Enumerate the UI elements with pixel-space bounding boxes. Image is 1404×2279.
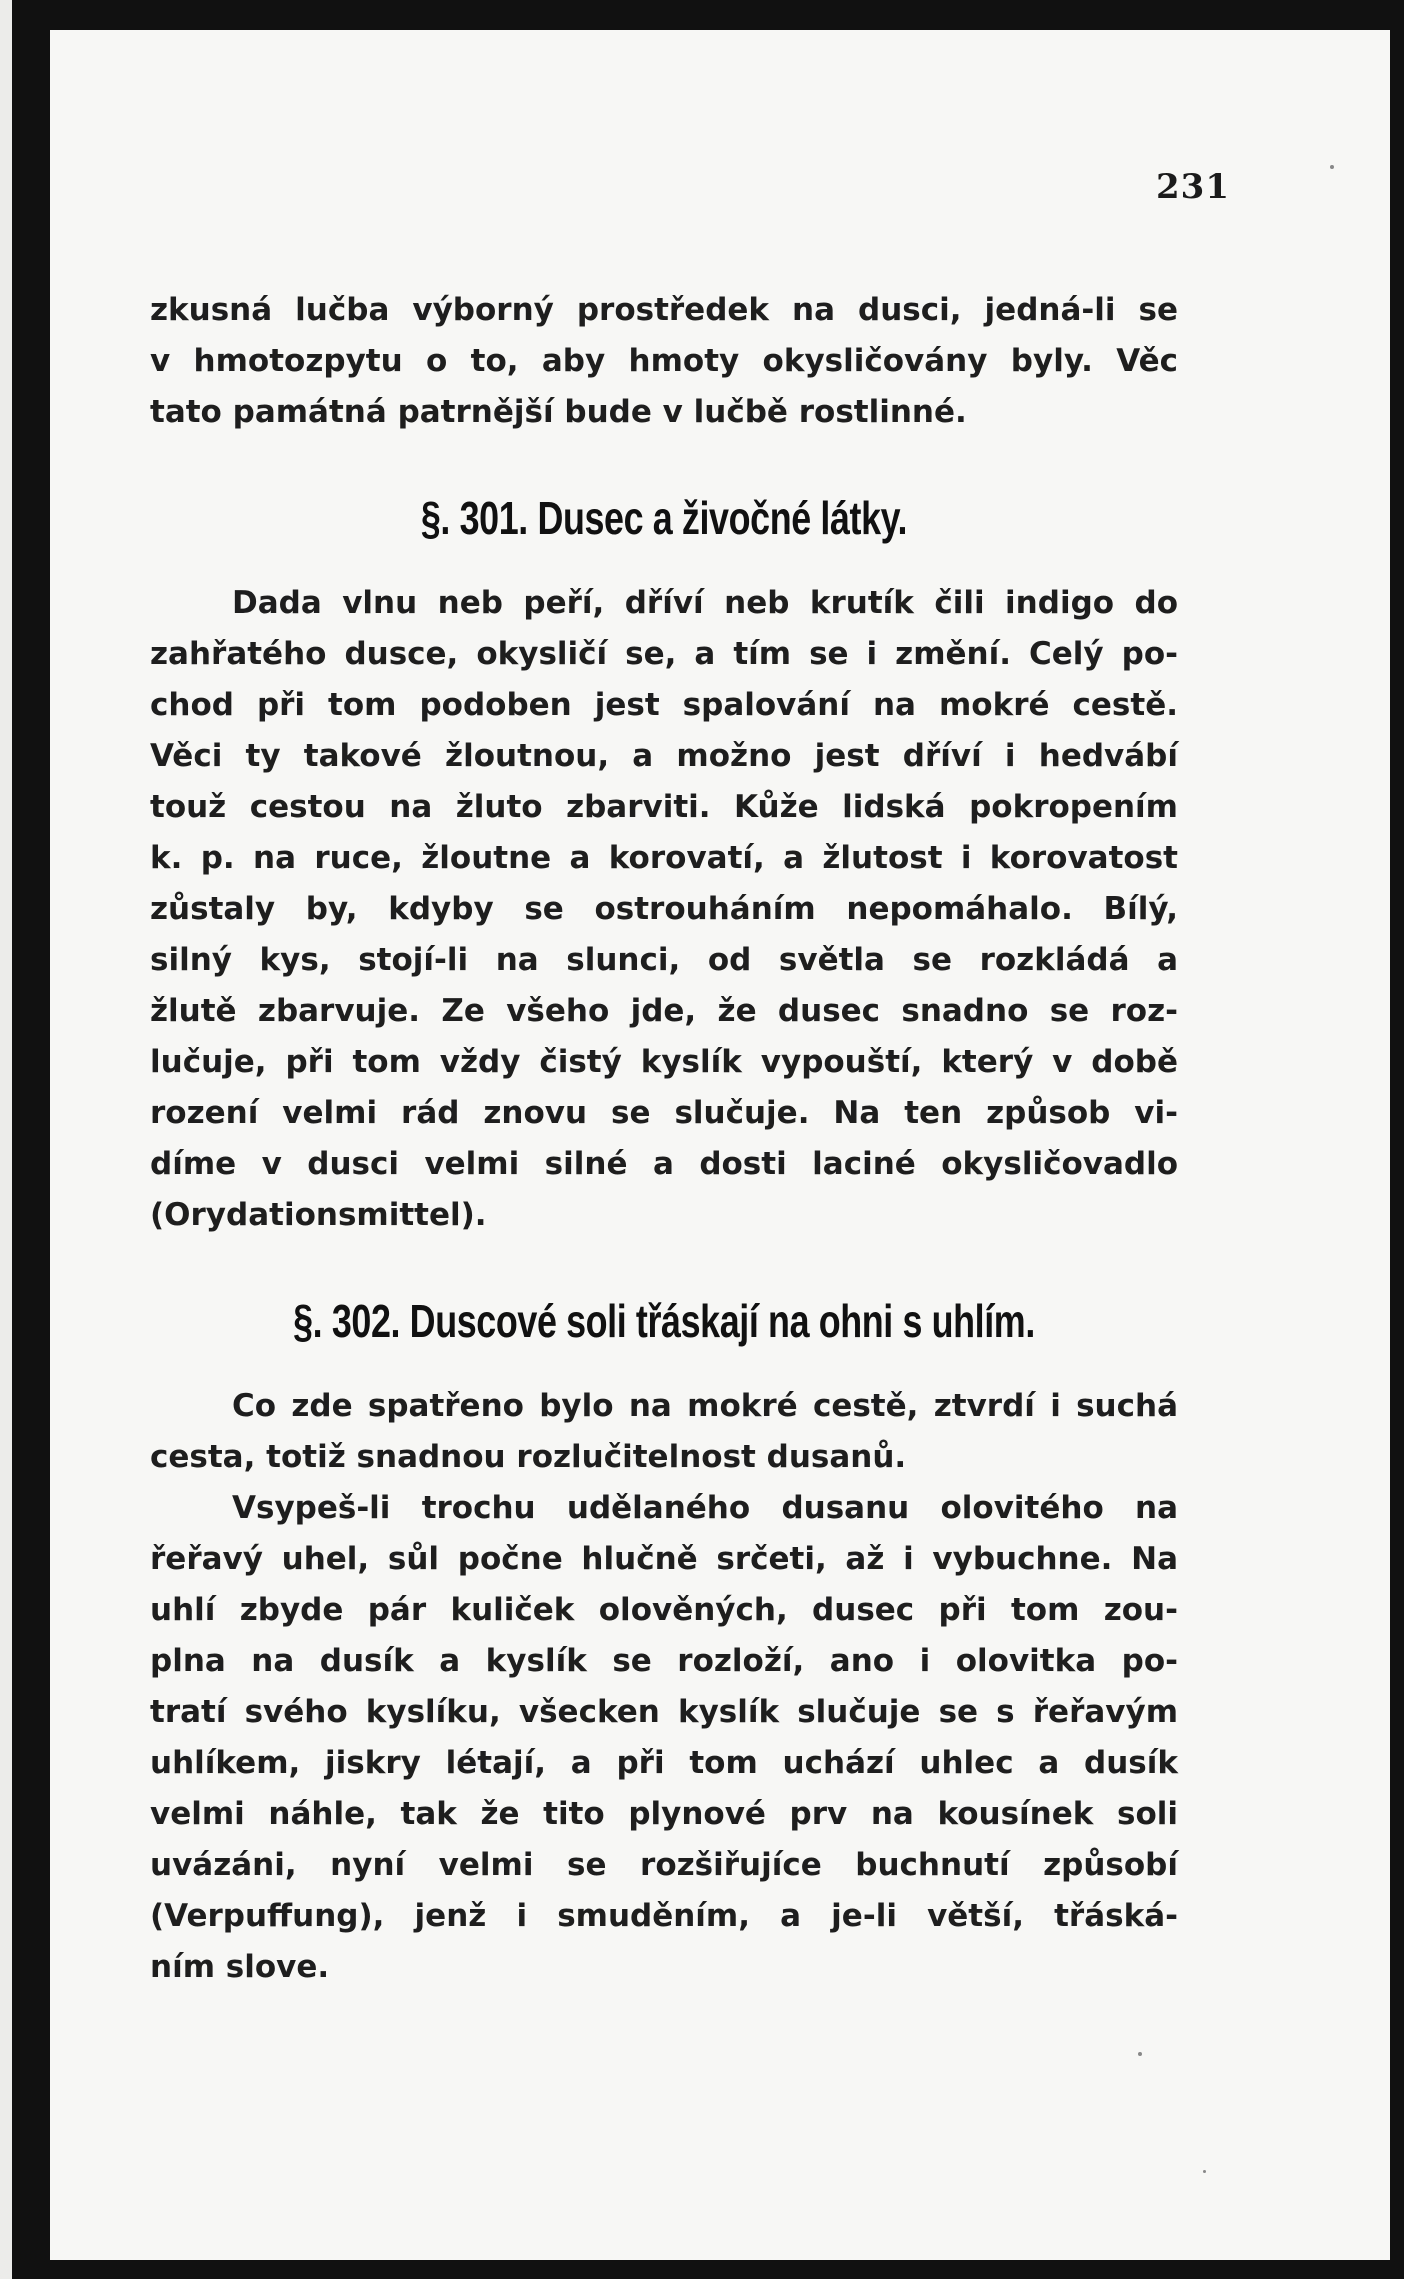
page-number: 231 <box>1156 167 1230 207</box>
text-line: ním slove. <box>150 1949 330 1985</box>
text-line: silný kys, stojí-li na slunci, od světla se rozkládá a <box>150 942 1178 978</box>
text-line: v hmotozpytu o to, aby hmoty okysličovány byly. Věc <box>150 343 1178 379</box>
text-line: uhlíkem, jiskry létají, a při tom uchází uhlec a dusík <box>150 1745 1178 1781</box>
section-302-paragraph-1 <box>150 1381 1178 1483</box>
text-line: Dada vlnu neb peří, dříví neb krutík čili indigo do <box>232 585 1178 621</box>
section-302-paragraph-2 <box>150 1483 1178 1993</box>
section-302-heading: §. 302. Duscové soli třáskají na ohni s uhlím. <box>293 1295 1035 1347</box>
page-edge <box>0 0 12 2279</box>
text-line: uvázáni, nyní velmi se rozšiřujíce buchnutí způsobí <box>150 1847 1178 1883</box>
section-301-heading: §. 301. Dusec a živočné látky. <box>420 492 908 544</box>
text-line: zkusná lučba výborný prostředek na dusci, jedná-li se <box>150 292 1178 328</box>
text-line: touž cestou na žluto zbarviti. Kůže lidská pokropením <box>150 789 1178 825</box>
section-301-paragraph <box>150 578 1178 1241</box>
text-line: plna na dusík a kyslík se rozloží, ano i olovitka po- <box>150 1643 1178 1679</box>
text-line: Věci ty takové žloutnou, a možno jest dříví i hedvábí <box>150 738 1178 774</box>
text-line: (Verpuffung), jenž i smuděním, a je-li větší, třáská- <box>150 1898 1178 1934</box>
text-line: tratí svého kyslíku, všecken kyslík slučuje se s řeřavým <box>150 1694 1178 1730</box>
text-line: uhlí zbyde pár kuliček olověných, dusec při tom zou- <box>150 1592 1178 1628</box>
scan-speck <box>1203 2170 1206 2173</box>
page-content <box>150 285 1178 1993</box>
text-line: řeřavý uhel, sůl počne hlučně srčeti, až i vybuchne. Na <box>150 1541 1178 1577</box>
text-line: rození velmi rád znovu se slučuje. Na ten způsob vi- <box>150 1095 1178 1131</box>
text-line: k. p. na ruce, žloutne a korovatí, a žlutost i korovatost <box>150 840 1178 876</box>
text-line: tato památná patrnější bude v lučbě rostlinné. <box>150 394 967 430</box>
scan-speck <box>1330 165 1334 169</box>
intro-paragraph <box>150 285 1178 438</box>
text-line: zahřatého dusce, okysličí se, a tím se i změní. Celý po- <box>150 636 1178 672</box>
text-line: díme v dusci velmi silné a dosti laciné okysličovadlo <box>150 1146 1178 1182</box>
text-line: Vsypeš-li trochu udělaného dusanu olovitého na <box>232 1490 1178 1526</box>
text-line: lučuje, při tom vždy čistý kyslík vypouští, který v době <box>150 1044 1178 1080</box>
text-line: Co zde spatřeno bylo na mokré cestě, ztvrdí i suchá <box>232 1388 1178 1424</box>
text-line: cesta, totiž snadnou rozlučitelnost dusanů. <box>150 1439 907 1475</box>
text-line: velmi náhle, tak že tito plynové prv na kousínek soli <box>150 1796 1178 1832</box>
text-line: zůstaly by, kdyby se ostrouháním nepomáhalo. Bílý, <box>150 891 1178 927</box>
text-line: žlutě zbarvuje. Ze všeho jde, že dusec snadno se roz- <box>150 993 1178 1029</box>
text-line: (Orydationsmittel). <box>150 1197 487 1233</box>
text-line: chod při tom podoben jest spalování na mokré cestě. <box>150 687 1178 723</box>
scan-speck <box>1138 2052 1142 2056</box>
